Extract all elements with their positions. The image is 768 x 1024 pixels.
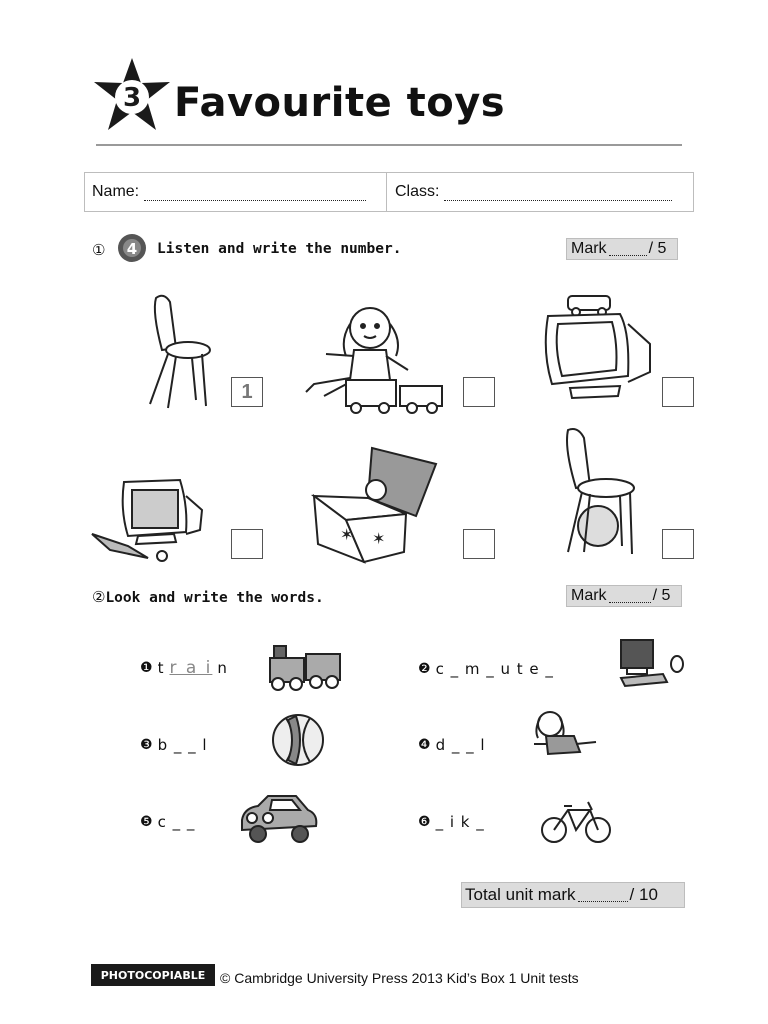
section2-heading bbox=[92, 588, 324, 606]
word-item-1 bbox=[140, 658, 228, 678]
class-label: Class: bbox=[395, 183, 440, 200]
chair-icon bbox=[140, 292, 216, 412]
item-number: ❺ bbox=[140, 814, 153, 830]
answer-box-2[interactable] bbox=[463, 377, 495, 407]
class-cell bbox=[387, 173, 693, 211]
item-prefix: t bbox=[157, 659, 165, 677]
item-number: ❻ bbox=[418, 814, 431, 830]
mark-total: / 5 bbox=[648, 240, 667, 257]
section1-mark bbox=[566, 238, 678, 260]
total-out-of: / 10 bbox=[629, 885, 658, 904]
computer-small-icon bbox=[617, 638, 687, 688]
name-label: Name: bbox=[92, 183, 140, 200]
item-number: ❹ bbox=[418, 737, 431, 753]
answer-box-1[interactable]: 1 bbox=[231, 377, 263, 407]
title-divider bbox=[96, 144, 682, 146]
item-number: ❸ bbox=[140, 737, 153, 753]
tv-icon bbox=[540, 292, 658, 408]
audio-cd-icon bbox=[116, 232, 148, 264]
total-blank[interactable] bbox=[578, 889, 628, 902]
mark-blank[interactable] bbox=[609, 590, 651, 603]
mark-label: Mark bbox=[571, 587, 607, 604]
doll-and-train-icon bbox=[300, 300, 448, 416]
answer-box-6[interactable] bbox=[662, 529, 694, 559]
svg-text:4: 4 bbox=[126, 240, 138, 258]
section2-number: ② bbox=[92, 588, 106, 606]
name-class-box bbox=[84, 172, 694, 212]
unit-star-badge bbox=[92, 56, 172, 134]
ball-icon bbox=[270, 712, 326, 768]
mark-total: / 5 bbox=[652, 587, 671, 604]
item-letters: b _ _ l bbox=[157, 736, 208, 754]
item-letters: c _ _ bbox=[157, 813, 196, 831]
toy-box-icon bbox=[310, 444, 440, 564]
section1-heading bbox=[92, 241, 105, 259]
item-letters: c _ m _ u t e _ bbox=[435, 660, 554, 678]
name-field[interactable] bbox=[144, 190, 366, 201]
item-number: ❷ bbox=[418, 661, 431, 677]
chair-with-ball-icon bbox=[560, 426, 640, 556]
item-letters: d _ _ l bbox=[435, 736, 486, 754]
word-item-3 bbox=[140, 736, 208, 754]
mark-blank[interactable] bbox=[609, 243, 647, 256]
mark-label: Mark bbox=[571, 240, 607, 257]
copyright-text: © Cambridge University Press 2013 Kid’s Box 1 Unit tests bbox=[220, 970, 579, 986]
section1-number: ① bbox=[92, 241, 106, 259]
item-hint: r a i bbox=[169, 658, 213, 678]
answer-box-3[interactable] bbox=[662, 377, 694, 407]
unit-number: 3 bbox=[122, 83, 142, 113]
word-item-4 bbox=[418, 736, 486, 754]
word-item-5 bbox=[140, 813, 195, 831]
doll-icon bbox=[530, 708, 598, 758]
train-icon bbox=[266, 642, 344, 692]
section2-mark bbox=[566, 585, 682, 607]
computer-icon bbox=[88, 476, 206, 564]
word-item-6 bbox=[418, 813, 485, 831]
section2-instruction: Look and write the words. bbox=[105, 590, 324, 606]
svg-text:✶: ✶ bbox=[372, 529, 386, 548]
photocopiable-badge: PHOTOCOPIABLE bbox=[91, 964, 215, 986]
word-item-2 bbox=[418, 660, 554, 678]
total-unit-mark bbox=[461, 882, 685, 908]
bike-icon bbox=[540, 798, 614, 846]
name-cell bbox=[85, 173, 387, 211]
item-suffix: n bbox=[217, 659, 228, 677]
item-number: ❶ bbox=[140, 660, 153, 676]
page-title: Favourite toys bbox=[174, 80, 506, 126]
answer-box-5[interactable] bbox=[463, 529, 495, 559]
car-icon bbox=[238, 792, 320, 846]
total-label: Total unit mark bbox=[465, 885, 576, 904]
svg-text:✶: ✶ bbox=[340, 525, 354, 544]
section1-instruction: Listen and write the number. bbox=[157, 241, 402, 257]
answer-box-4[interactable] bbox=[231, 529, 263, 559]
item-letters: _ i k _ bbox=[435, 813, 485, 831]
class-field[interactable] bbox=[444, 190, 672, 201]
